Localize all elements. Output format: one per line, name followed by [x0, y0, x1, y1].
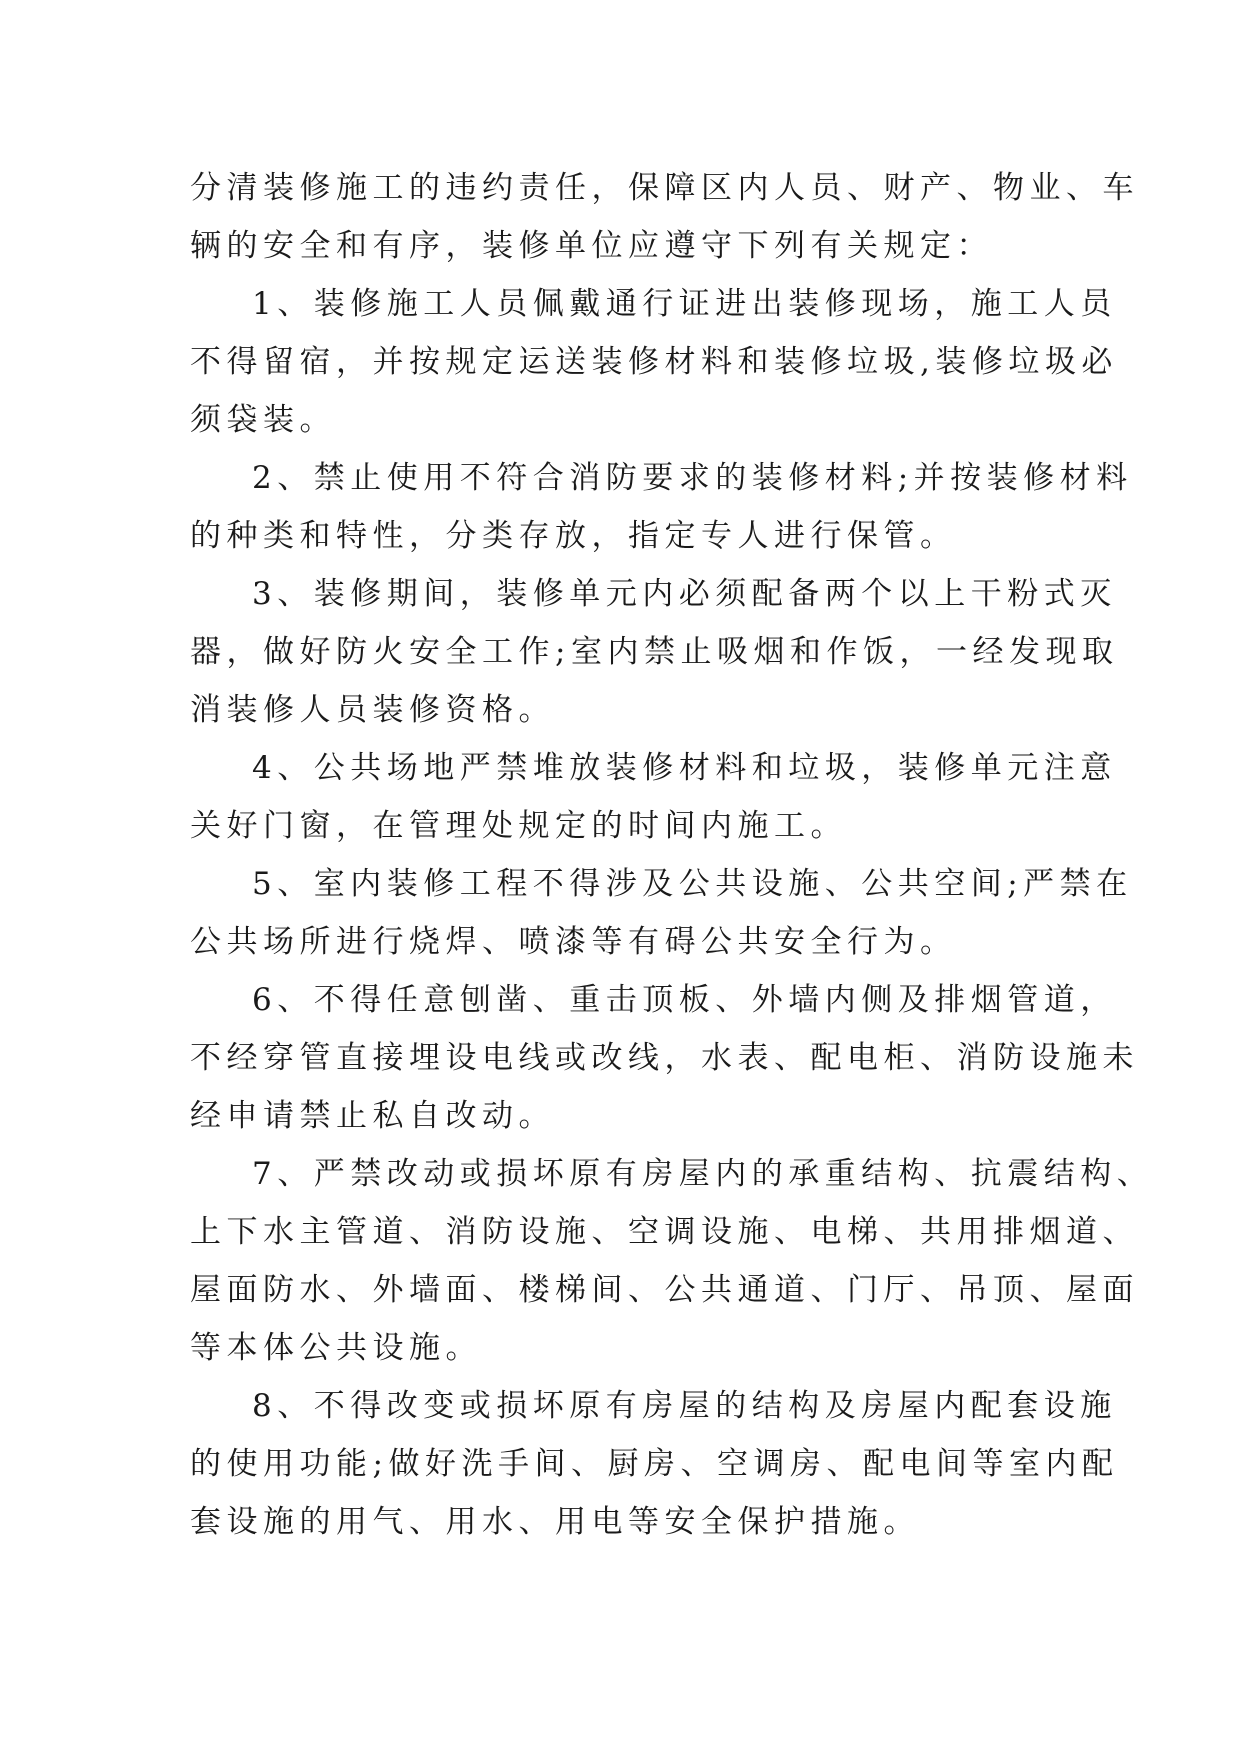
intro-paragraph [190, 159, 1139, 275]
text-line: 关好门窗，在管理处规定的时间内施工。 [190, 808, 847, 844]
text-line: 7、严禁改动或损坏原有房屋内的承重结构、抗震结构、 [252, 1156, 1154, 1192]
text-line: 辆的安全和有序，装修单位应遵守下列有关规定： [190, 228, 993, 264]
text-line: 器，做好防火安全工作;室内禁止吸烟和作饭，一经发现取 [190, 634, 1119, 670]
rule-paragraph-8 [190, 1377, 1119, 1551]
rule-paragraph-1 [190, 275, 1118, 449]
text-line: 消装修人员装修资格。 [190, 692, 555, 728]
text-line: 的种类和特性，分类存放，指定专人进行保管。 [190, 518, 957, 554]
rule-paragraph-7 [190, 1145, 1154, 1377]
text-line: 5、室内装修工程不得涉及公共设施、公共空间;严禁在 [252, 866, 1133, 902]
rule-paragraph-6 [190, 971, 1139, 1145]
rule-paragraph-5 [190, 855, 1133, 971]
rule-paragraph-2 [190, 449, 1133, 565]
text-line: 8、不得改变或损坏原有房屋的结构及房屋内配套设施 [252, 1388, 1117, 1424]
text-line: 2、禁止使用不符合消防要求的装修材料;并按装修材料 [252, 460, 1133, 496]
text-line: 6、不得任意刨凿、重击顶板、外墙内侧及排烟管道， [252, 982, 1117, 1018]
rule-paragraph-3 [190, 565, 1119, 739]
text-line: 套设施的用气、用水、用电等安全保护措施。 [190, 1504, 920, 1540]
text-line: 公共场所进行烧焊、喷漆等有碍公共安全行为。 [190, 924, 957, 960]
text-line: 不得留宿，并按规定运送装修材料和装修垃圾,装修垃圾必 [190, 344, 1118, 380]
text-line: 分清装修施工的违约责任，保障区内人员、财产、物业、车 [190, 170, 1139, 206]
text-line: 屋面防水、外墙面、楼梯间、公共通道、门厅、吊顶、屋面 [190, 1272, 1139, 1308]
document-body [190, 159, 1154, 1551]
text-line: 4、公共场地严禁堆放装修材料和垃圾，装修单元注意 [252, 750, 1117, 786]
text-line: 的使用功能;做好洗手间、厨房、空调房、配电间等室内配 [190, 1446, 1119, 1482]
text-line: 等本体公共设施。 [190, 1330, 482, 1366]
text-line: 经申请禁止私自改动。 [190, 1098, 555, 1134]
text-line: 上下水主管道、消防设施、空调设施、电梯、共用排烟道、 [190, 1214, 1139, 1250]
text-line: 1、装修施工人员佩戴通行证进出装修现场，施工人员 [252, 286, 1117, 322]
text-line: 3、装修期间，装修单元内必须配备两个以上干粉式灭 [252, 576, 1117, 612]
text-line: 须袋装。 [190, 402, 336, 438]
text-line: 不经穿管直接埋设电线或改线，水表、配电柜、消防设施未 [190, 1040, 1139, 1076]
rule-paragraph-4 [190, 739, 1117, 855]
